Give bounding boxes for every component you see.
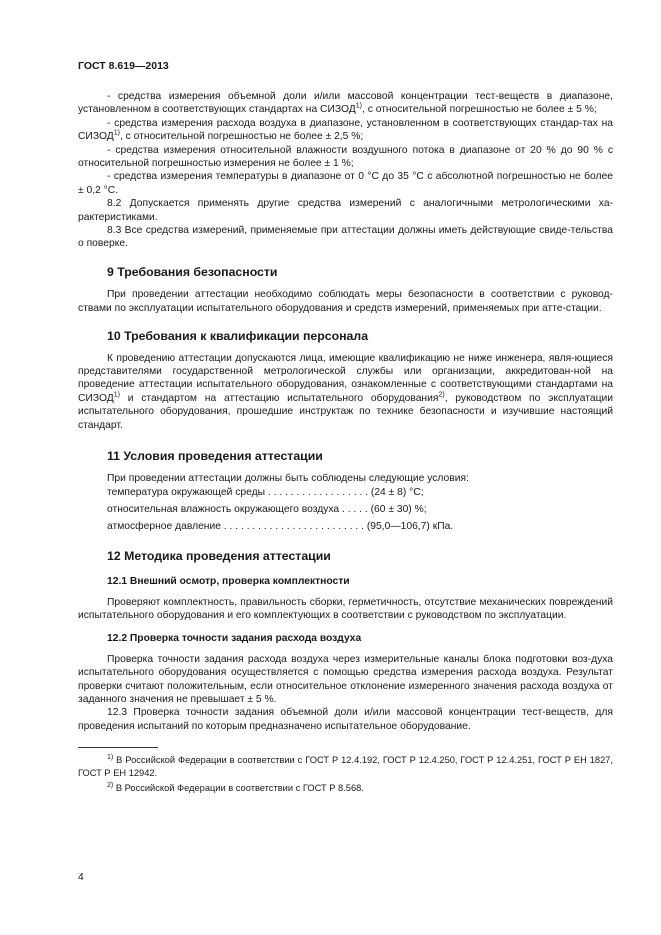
list-item: - средства измерения температуры в диапазоне от 0 °С до 35 °С с абсолютной погрешностью не более ± 0,2 °С.: [78, 171, 613, 196]
clause-8-3: 8.3 Все средства измерений, применяемые при аттестации должны иметь действующие свиде-тельства о поверке.: [78, 225, 613, 250]
footnote-1: $^{1)}$ В Российской Федерации в соответствии с ГОСТ Р 12.4.192, ГОСТ Р 12.4.250, ГОСТ Р 12.4.251, ГОСТ Р ЕН 1827, ГОСТ Р ЕН 12942.: [78, 754, 613, 778]
section-10-body: К проведению аттестации допускаются лица, имеющие квалификацию не ниже инженера, явля-ющиеся представителями государственной метрологической службы или организации, аккредитован-ной на проведение аттестации испытательного оборудования, ознакомленные с соответствующими стандартами на СИЗОД$^{1)}$ и стандартом на аттестацию испытательного оборудования$^{2)}$, руководством по эксплуатации испытательного оборудования, прошедшие инструктаж по технике безопасности и изучившие настоящий стандарт.: [78, 352, 613, 431]
conditions-list: [78, 486, 613, 537]
condition-pressure: атмосферное давление . . . . . . . . . . . . . . . . . . . . . . . . . (95,0—106,7) кПа.: [107, 520, 454, 532]
section-10-heading: 10 Требования к квалификации персонала: [107, 329, 369, 344]
section-11-intro: При проведении аттестации должны быть соблюдены следующие условия:: [107, 473, 469, 485]
section-11-heading: 11 Условия проведения аттестации: [107, 448, 323, 463]
page-content: [78, 90, 613, 795]
section-12-2-heading: 12.2 Проверка точности задания расхода воздуха: [107, 633, 362, 645]
section-9-body: При проведении аттестации необходимо соблюдать меры безопасности в соответствии с руковод-ствами по эксплуатации испытательного оборудования и средств измерений, применяемых при атте-стации.: [78, 289, 613, 314]
condition-humidity: относительная влажность окружающего воздуха . . . . . (60 ± 30) %;: [107, 503, 427, 515]
list-item: - средства измерения расхода воздуха в диапазоне, установленном в соответствующих стандар-тах на СИЗОД$^{1)}$, с относительной погрешностью не более ± 2,5 %;: [78, 117, 613, 143]
section-9-heading: 9 Требования безопасности: [107, 264, 278, 279]
list-item: - средства измерения объемной доли и/или массовой концентрации тест-веществ в диапазоне, установленном в соответствующих стандартах на СИЗОД$^{1)}$, с относительной погрешностью не более ± 5 %;: [78, 91, 613, 116]
clause-12-3: 12.3 Проверка точности задания объемной доли и/или массовой концентрации тест-веществ, для проведения испытаний по которым предназначено испытательное оборудование.: [78, 707, 613, 732]
page-number: 4: [78, 872, 84, 883]
section-12-2-body: Проверка точности задания расхода воздуха через измерительные каналы блока подготовки воз-духа испытательного оборудования осуществляется с помощью средства измерения расхода воздуха. Результат проверки считают положительным, если относительное отклонение измеренного значения расхода воздуха от заданного значения не превышает ± 5 %.: [78, 653, 613, 705]
condition-temperature: температура окружающей среды . . . . . . . . . . . . . . . . . . (24 ± 8) °С;: [107, 486, 424, 498]
section-12-1-body: Проверяют комплектность, правильность сборки, герметичность, отсутствие механических повреждений испытательного оборудования и его комплектующих в соответствии с руководством по эксплуатации.: [78, 596, 613, 621]
document-header: ГОСТ 8.619—2013: [78, 60, 169, 72]
footnote-separator: [78, 747, 158, 748]
section-12-1-heading: 12.1 Внешний осмотр, проверка комплектности: [107, 576, 350, 588]
clause-8-2: 8.2 Допускается применять другие средства измерений с аналогичными метрологическими ха-рактеристиками.: [78, 198, 613, 223]
section-12-heading: 12 Методика проведения аттестации: [107, 548, 331, 563]
list-item: - средства измерения относительной влажности воздушного потока в диапазоне от 20 % до 90 % с относительной погрешностью измерения не более ± 1 %;: [78, 144, 613, 170]
footnote-2: $^{2)}$ В Российской Федерации в соответствии с ГОСТ Р 8.568.: [107, 782, 364, 794]
